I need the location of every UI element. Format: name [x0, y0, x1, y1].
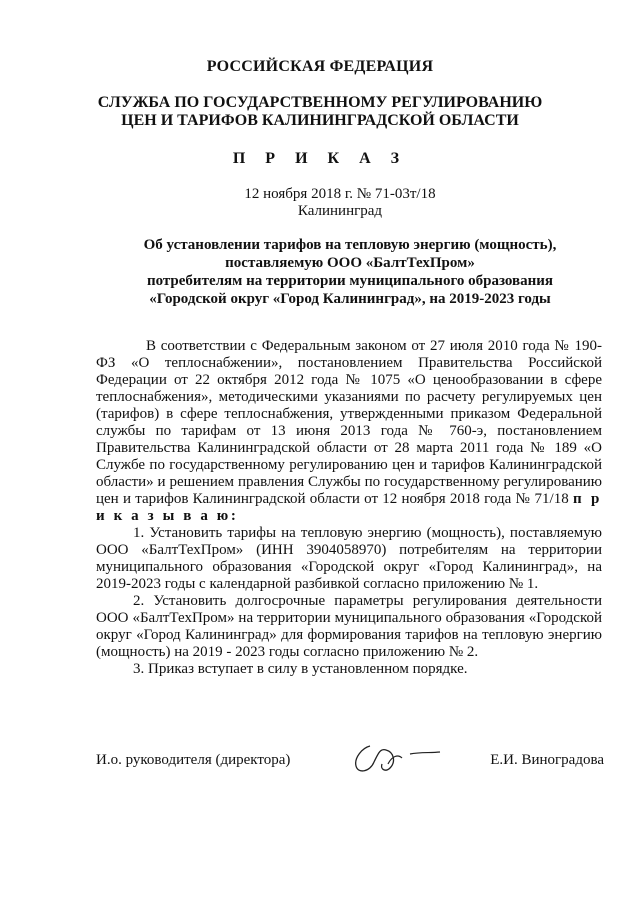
order-item-3: 3. Приказ вступает в силу в установленном порядке.	[133, 661, 468, 677]
subject-title	[0, 236, 640, 308]
preamble-text: В соответствии с Федеральным законом от 27 июля 2010 года № 190-ФЗ «О теплоснабжении», постановлением Правительства Российской Федерации от 22 октября 2012 года № 1075 «О ценообразовании в сфере теплоснабжения», методическими указаниями по расчету регулируемых цен (тарифов) в сфере теплоснабжения, утвержденными приказом Федеральной службы по тарифам от 13 июня 2013 года № 760-э, постановлением Правительства Калининградской области от 28 марта 2011 года № 189 «О Службе по государственному регулированию цен и тарифов Калининградской области» и решением правления Службы по государственному регулированию цен и тарифов Калининградской области от 12 ноября 2018 года № 71/18	[96, 338, 602, 507]
city: Калининград	[297, 203, 383, 219]
preamble-paragraph	[96, 338, 602, 525]
order-item-1: 1. Установить тарифы на тепловую энергию (мощность), поставляемую ООО «БалтТехПром» (ИНН 3904058970) потребителям на территории муниципального образования «Городской округ «Город Калининград», на 2019-2023 годы с календарной разбивкой согласно приложению № 1.	[96, 525, 602, 592]
agency-line: ЦЕН И ТАРИФОВ КАЛИНИНГРАДСКОЙ ОБЛАСТИ	[121, 112, 519, 129]
subject-line: «Городской округ «Город Калининград», на 2019-2023 годы	[149, 291, 551, 307]
order-word: п р и к а з ы в а ю:	[96, 491, 602, 524]
order-item-2: 2. Установить долгосрочные параметры регулирования деятельности ООО «БалтТехПром» на территории муниципального образования «Городской округ «Город Калининград» для формирования тарифов на тепловую энергию (мощность) на 2019 - 2023 годы согласно приложению № 2.	[96, 593, 602, 660]
document-body	[96, 338, 602, 678]
date-number: 12 ноября 2018 г. № 71-03т/18	[244, 186, 436, 202]
subject-line: поставляемую ООО «БалтТехПром»	[225, 255, 475, 271]
agency-line: СЛУЖБА ПО ГОСУДАРСТВЕННОМУ РЕГУЛИРОВАНИЮ	[97, 94, 543, 111]
signatory-role: И.о. руководителя (директора)	[96, 752, 291, 768]
country-heading: РОССИЙСКАЯ ФЕДЕРАЦИЯ	[206, 58, 434, 75]
subject-line: Об установлении тарифов на тепловую энергию (мощность),	[143, 237, 557, 253]
handwritten-signature	[348, 734, 448, 782]
subject-line: потребителям на территории муниципального образования	[146, 273, 554, 289]
document-type: П Р И К А З	[232, 150, 408, 167]
date-block	[240, 186, 440, 220]
agency-heading	[0, 94, 640, 130]
signature-block	[96, 752, 606, 772]
signatory-name: Е.И. Виноградова	[490, 752, 604, 768]
